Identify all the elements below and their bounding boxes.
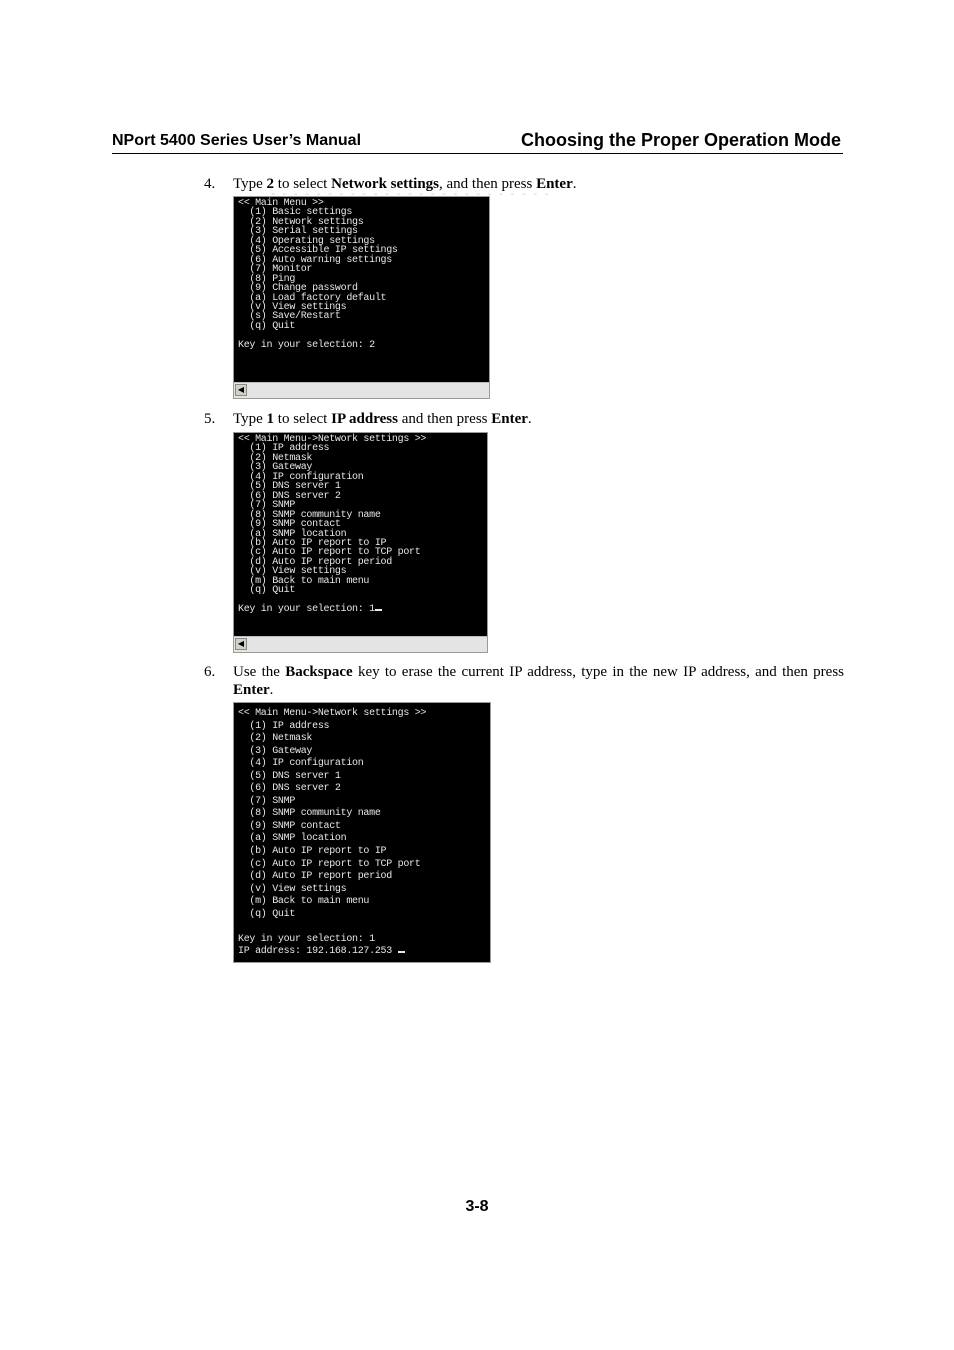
menu-item: (7) SNMP [249, 500, 296, 512]
step-number: 6. [204, 664, 216, 680]
menu-item: (4) IP configuration [249, 471, 364, 483]
terminal-main-menu: - - - - - - - - - - - - - - - - - - - - - - - - - << Main Menu >> (1) Basic settings (2) Network settings (3) Serial settings (4) Operating settings (5) Accessible IP settings (6) Auto warning settings (7) Monitor (8) Ping (9) Change password (a) Load factory default (v) View settings (s) Save/Restart (q) Quit Key in your selection: 2 ◀ [233, 196, 490, 399]
step-number: 5. [204, 411, 216, 427]
ip-address-input: IP address: 192.168.127.253 [238, 946, 392, 958]
menu-item: (q) Quit [249, 320, 296, 332]
menu-item: (3) Gateway [249, 745, 313, 757]
menu-item: (2) Netmask [249, 733, 313, 745]
menu-item: (6) DNS server 2 [249, 783, 341, 795]
page-number: 3-8 [465, 1198, 489, 1215]
menu-item: (6) DNS server 2 [249, 490, 341, 502]
step-text: Type 1 to select IP address and then press Enter. [233, 411, 532, 427]
menu-item: (d) Auto IP report period [249, 556, 392, 568]
text-cursor [375, 609, 382, 611]
menu-item: (9) SNMP contact [249, 519, 341, 531]
step-text: Type 2 to select Network settings, and then press Enter. [233, 176, 577, 192]
menu-item: (b) Auto IP report to IP [249, 846, 387, 858]
menu-item: (1) Basic settings [249, 207, 353, 219]
selection-prompt: Key in your selection: 1 [238, 604, 375, 616]
menu-item: (8) Ping [249, 273, 296, 285]
menu-item: (3) Serial settings [249, 226, 358, 238]
horizontal-scrollbar[interactable] [234, 382, 489, 398]
terminal-ip-entry [233, 702, 491, 963]
menu-item: (v) View settings [249, 566, 347, 578]
menu-item: (v) View settings [249, 301, 347, 313]
menu-item: (1) IP address [249, 720, 330, 732]
menu-item: (q) Quit [249, 908, 296, 920]
menu-item: (a) SNMP location [249, 528, 347, 540]
terminal-title: << Main Menu->Network settings >> [238, 708, 427, 719]
menu-item: (8) SNMP community name [249, 509, 381, 521]
menu-item: (3) Gateway [249, 462, 313, 474]
step-number: 4. [204, 176, 216, 192]
section-title: Choosing the Proper Operation Mode [520, 130, 841, 150]
menu-item: (9) Change password [249, 283, 358, 295]
menu-item: (5) Accessible IP settings [249, 245, 398, 257]
step-5 [204, 410, 844, 428]
menu-item: (c) Auto IP report to TCP port [249, 547, 421, 559]
horizontal-scrollbar[interactable] [234, 636, 487, 652]
manual-title: NPort 5400 Series User’s Manual [112, 132, 362, 149]
menu-item: (c) Auto IP report to TCP port [249, 858, 421, 870]
terminal-title: << Main Menu->Network settings >> [238, 434, 427, 445]
menu-item: (a) Load factory default [249, 292, 387, 304]
menu-item: (6) Auto warning settings [249, 254, 392, 266]
menu-item: (7) SNMP [249, 795, 296, 807]
menu-item: (5) DNS server 1 [249, 770, 341, 782]
menu-item: (a) SNMP location [249, 833, 347, 845]
menu-item: (4) Operating settings [249, 235, 375, 247]
step-6 [204, 663, 844, 699]
scroll-left-icon[interactable]: ◀ [235, 638, 247, 650]
menu-item: (q) Quit [249, 585, 296, 597]
text-cursor [398, 951, 405, 953]
scroll-left-icon[interactable]: ◀ [235, 384, 247, 396]
menu-item: (v) View settings [249, 883, 347, 895]
menu-item: (2) Network settings [249, 216, 364, 228]
page-header [112, 128, 843, 154]
menu-item: (m) Back to main menu [249, 575, 370, 587]
terminal-network-menu [233, 432, 488, 653]
menu-item: (8) SNMP community name [249, 808, 381, 820]
menu-item: (4) IP configuration [249, 758, 364, 770]
menu-item: (9) SNMP contact [249, 820, 341, 832]
selection-prompt: Key in your selection: 1 [238, 933, 375, 945]
terminal-title: << Main Menu >> [238, 198, 324, 209]
menu-item: (b) Auto IP report to IP [249, 537, 387, 549]
menu-item: (7) Monitor [249, 264, 313, 276]
menu-item: (1) IP address [249, 443, 330, 455]
step-text: Use the Backspace key to erase the current IP address, type in the new IP address, and then press Enter. [233, 664, 844, 698]
menu-item: (s) Save/Restart [249, 311, 341, 323]
menu-item: (2) Netmask [249, 452, 313, 464]
menu-item: (d) Auto IP report period [249, 871, 392, 883]
menu-item: (5) DNS server 1 [249, 481, 341, 493]
selection-prompt: Key in your selection: 2 [238, 339, 375, 351]
menu-item: (m) Back to main menu [249, 896, 370, 908]
